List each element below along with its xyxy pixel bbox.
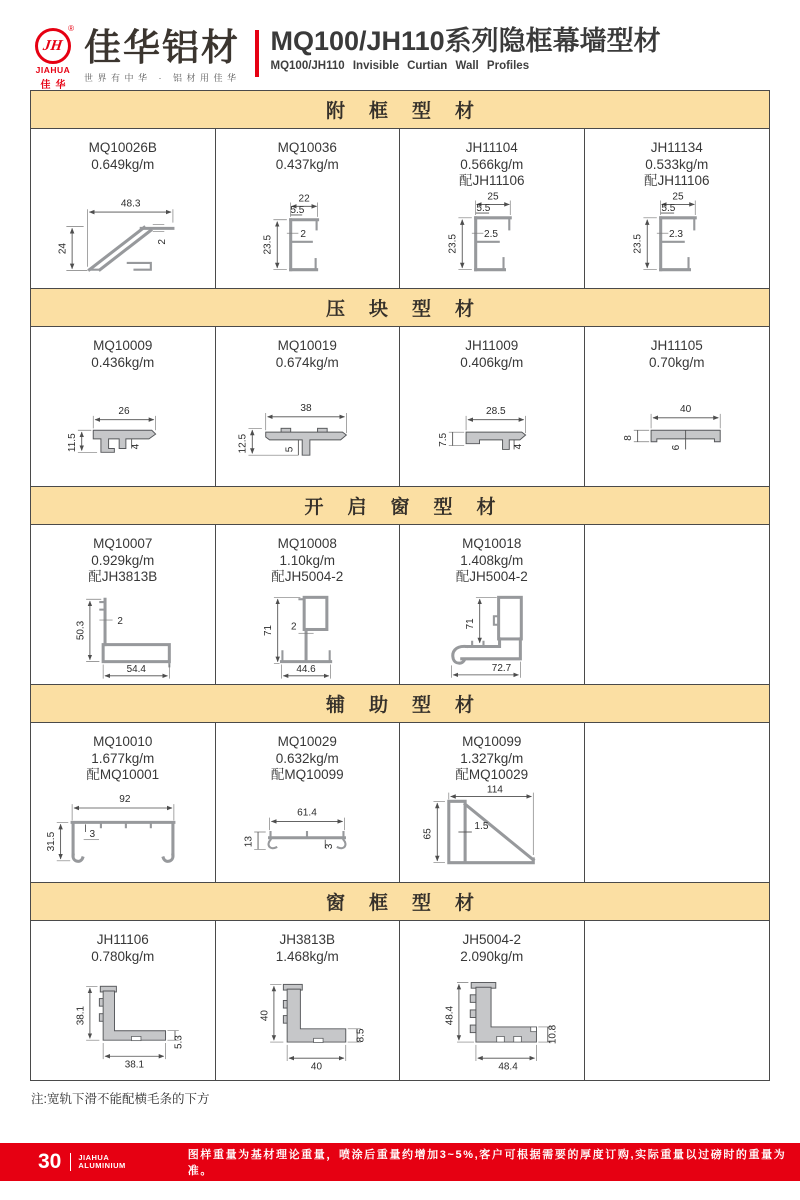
dim-label: 7.5 bbox=[437, 432, 449, 447]
dim-label: 22 bbox=[298, 193, 310, 205]
dim-label: 2 bbox=[300, 229, 307, 241]
jh-monogram-icon: JH bbox=[42, 37, 64, 54]
company-name: 佳华铝材 bbox=[84, 27, 240, 68]
product-code: JH11134 bbox=[650, 140, 703, 155]
section-title: 窗框型材 bbox=[31, 882, 769, 921]
profile-diagram bbox=[37, 388, 209, 484]
footnote: 注:宽轨下滑不能配横毛条的下方 bbox=[31, 1092, 210, 1106]
footer-brand-line1: JIAHUA bbox=[78, 1153, 110, 1162]
product-weight: 0.406kg/m bbox=[460, 354, 524, 370]
dim-label: 12.5 bbox=[237, 433, 249, 454]
product-match: 配MQ10029 bbox=[455, 767, 529, 782]
profile-diagram bbox=[221, 190, 393, 286]
brand-name-cn: 佳华 bbox=[40, 80, 71, 91]
product-code: MQ10009 bbox=[93, 338, 153, 353]
product-weight: 0.632kg/m bbox=[275, 750, 339, 766]
dim-label: 61.4 bbox=[297, 807, 318, 819]
section-fuzhu bbox=[31, 684, 769, 882]
dim-label: 44.6 bbox=[296, 663, 316, 675]
product-match: 配MQ10099 bbox=[270, 767, 344, 782]
dim-label: 26 bbox=[118, 405, 130, 417]
product-code: JH11009 bbox=[465, 338, 519, 353]
product-cell bbox=[216, 921, 401, 1080]
section-row bbox=[31, 723, 769, 882]
product-match: 配JH5004-2 bbox=[455, 569, 528, 584]
profile-diagram bbox=[591, 388, 763, 484]
dim-label: 72.7 bbox=[491, 662, 511, 674]
footer-divider bbox=[70, 1153, 71, 1171]
product-code: MQ10036 bbox=[277, 140, 337, 155]
registered-mark-icon: ® bbox=[68, 24, 74, 33]
section-row bbox=[31, 525, 769, 684]
product-match: 配JH11106 bbox=[458, 173, 525, 188]
dim-label: 48.4 bbox=[444, 1005, 456, 1026]
profile-diagram bbox=[221, 784, 393, 880]
dim-label: 38.1 bbox=[75, 1005, 87, 1026]
dim-label: 2.3 bbox=[668, 229, 683, 241]
product-code: MQ10029 bbox=[277, 734, 337, 749]
product-weight: 0.437kg/m bbox=[275, 156, 339, 172]
product-weight: 1.408kg/m bbox=[460, 552, 524, 568]
dim-label: 25 bbox=[672, 191, 684, 203]
product-cell bbox=[400, 327, 585, 486]
dim-label: 38.1 bbox=[124, 1059, 144, 1071]
product-cell bbox=[216, 129, 401, 288]
profile-diagram bbox=[591, 190, 763, 286]
product-weight: 0.929kg/m bbox=[91, 552, 155, 568]
product-match: 配JH3813B bbox=[88, 569, 158, 584]
dim-label: 8 bbox=[622, 435, 634, 441]
product-cell bbox=[31, 129, 216, 288]
dim-label: 23.5 bbox=[447, 233, 459, 254]
dim-label: 25 bbox=[487, 191, 499, 203]
product-cell bbox=[31, 723, 216, 882]
profile-diagram bbox=[221, 388, 393, 484]
company-block bbox=[84, 28, 241, 84]
product-cell bbox=[31, 327, 216, 486]
footer-brand bbox=[78, 1154, 125, 1170]
product-cell bbox=[400, 129, 585, 288]
dim-label: 71 bbox=[263, 624, 275, 636]
section-title: 辅助型材 bbox=[31, 684, 769, 723]
dim-label: 40 bbox=[311, 1061, 323, 1073]
dim-label: 3 bbox=[324, 843, 336, 850]
section-title: 附框型材 bbox=[31, 91, 769, 129]
dim-label: 114 bbox=[486, 784, 503, 796]
dim-label: 92 bbox=[119, 794, 131, 806]
product-code: JH3813B bbox=[279, 932, 336, 947]
product-code: MQ10008 bbox=[277, 536, 337, 551]
dim-label: 5.5 bbox=[476, 203, 491, 215]
dim-label: 48.3 bbox=[120, 198, 141, 210]
logo-circle-icon bbox=[35, 28, 71, 64]
dim-label: 2 bbox=[156, 239, 168, 245]
dim-label: 4 bbox=[130, 443, 142, 450]
dim-label: 24 bbox=[57, 242, 69, 255]
profile-diagram bbox=[37, 190, 209, 286]
product-cell bbox=[31, 921, 216, 1080]
profile-table bbox=[30, 90, 770, 1081]
product-weight: 0.649kg/m bbox=[91, 156, 155, 172]
profile-diagram bbox=[406, 388, 578, 484]
product-weight: 1.327kg/m bbox=[460, 750, 524, 766]
product-match: 配JH5004-2 bbox=[271, 569, 344, 584]
product-weight: 0.674kg/m bbox=[275, 354, 339, 370]
product-code: JH5004-2 bbox=[462, 932, 522, 947]
profile-diagram bbox=[406, 784, 578, 880]
footer-brand-line2: ALUMINIUM bbox=[78, 1161, 126, 1170]
profile-diagram bbox=[406, 190, 578, 286]
product-weight: 0.780kg/m bbox=[91, 948, 155, 964]
product-code: MQ10019 bbox=[277, 338, 337, 353]
dim-label: 31.5 bbox=[45, 831, 57, 852]
product-weight: 0.566kg/m bbox=[460, 156, 524, 172]
product-cell bbox=[585, 327, 770, 486]
footer-bar bbox=[0, 1143, 800, 1181]
dim-label: 1.5 bbox=[474, 821, 489, 833]
product-code: JH11105 bbox=[650, 338, 703, 353]
header-divider bbox=[255, 30, 259, 77]
product-code: MQ10018 bbox=[462, 536, 522, 551]
dim-label: 50.3 bbox=[75, 620, 87, 640]
profile-diagram bbox=[406, 974, 578, 1078]
brand-emblem bbox=[30, 26, 76, 91]
product-match: 配JH11106 bbox=[643, 173, 710, 188]
profile-diagram bbox=[221, 586, 393, 685]
dim-label: 23.5 bbox=[262, 234, 274, 255]
section-kaiqichuang bbox=[31, 486, 769, 684]
dim-label: 11.5 bbox=[66, 433, 78, 453]
dim-label: 2.5 bbox=[483, 229, 498, 241]
dim-label: 5 bbox=[284, 446, 296, 453]
product-weight: 1.677kg/m bbox=[91, 750, 155, 766]
page-header bbox=[0, 0, 800, 91]
dim-label: 2 bbox=[291, 620, 297, 632]
product-match: 配MQ10001 bbox=[86, 767, 160, 782]
product-weight: 2.090kg/m bbox=[460, 948, 524, 964]
dim-label: 65 bbox=[422, 828, 434, 840]
empty-cell bbox=[585, 921, 770, 1080]
section-title: 开启窗型材 bbox=[31, 486, 769, 525]
product-cell bbox=[31, 525, 216, 684]
section-row bbox=[31, 129, 769, 288]
product-cell bbox=[216, 327, 401, 486]
footer-text: 图样重量为基材理论重量，喷涂后重量约增加3~5%,客户可根据需要的厚度订购,实际重量以过磅时的重量为准。 bbox=[187, 1149, 787, 1177]
dim-label: 13 bbox=[243, 835, 255, 848]
product-code: MQ10026B bbox=[88, 140, 157, 155]
dim-label: 10.8 bbox=[547, 1024, 559, 1045]
dim-label: 54.4 bbox=[126, 663, 146, 675]
dim-label: 23.5 bbox=[632, 233, 644, 254]
doc-title: MQ100/JH110系列隐框幕墙型材 bbox=[270, 26, 661, 56]
empty-cell bbox=[585, 723, 770, 882]
section-title: 压块型材 bbox=[31, 288, 769, 327]
profile-diagram bbox=[37, 784, 209, 880]
section-chuangkuang bbox=[31, 882, 769, 1080]
profile-diagram bbox=[406, 586, 578, 685]
product-cell bbox=[216, 723, 401, 882]
product-weight: 0.70kg/m bbox=[648, 354, 705, 370]
brand-name-en: JIAHUA bbox=[35, 65, 71, 75]
section-yakuai bbox=[31, 288, 769, 486]
page-number: 30 bbox=[38, 1150, 62, 1173]
dim-label: 8.5 bbox=[355, 1028, 367, 1043]
section-row bbox=[31, 921, 769, 1080]
product-cell bbox=[585, 129, 770, 288]
doc-subtitle: MQ100/JH110 Invisible Curtian Wall Profiles bbox=[270, 60, 530, 72]
dim-label: 5.5 bbox=[290, 205, 305, 217]
empty-cell bbox=[585, 525, 770, 684]
dim-label: 48.4 bbox=[498, 1061, 518, 1073]
dim-label: 40 bbox=[679, 404, 691, 415]
product-cell bbox=[400, 525, 585, 684]
dim-label: 6 bbox=[670, 444, 682, 451]
dim-label: 71 bbox=[464, 617, 476, 629]
section-fukuang bbox=[31, 91, 769, 288]
product-code: MQ10007 bbox=[93, 536, 153, 551]
dim-label: 4 bbox=[512, 443, 524, 450]
doc-title-block bbox=[271, 26, 661, 72]
product-cell bbox=[400, 921, 585, 1080]
dim-label: 5.5 bbox=[661, 203, 676, 215]
product-code: JH11104 bbox=[465, 140, 518, 155]
product-cell bbox=[400, 723, 585, 882]
product-code: MQ10099 bbox=[462, 734, 522, 749]
profile-diagram bbox=[221, 974, 393, 1078]
dim-label: 28.5 bbox=[485, 405, 506, 417]
product-weight: 0.533kg/m bbox=[645, 156, 709, 172]
section-row bbox=[31, 327, 769, 486]
product-weight: 0.436kg/m bbox=[91, 354, 155, 370]
dim-label: 38 bbox=[300, 403, 312, 415]
dim-label: 3 bbox=[89, 828, 95, 840]
product-weight: 1.468kg/m bbox=[275, 948, 339, 964]
company-tagline: 世界有中华 · 铝材用佳华 bbox=[84, 73, 241, 83]
product-cell bbox=[216, 525, 401, 684]
dim-label: 5.3 bbox=[173, 1035, 185, 1049]
product-code: JH11106 bbox=[96, 932, 149, 947]
profile-diagram bbox=[37, 586, 209, 685]
dim-label: 2 bbox=[117, 615, 123, 627]
dim-label: 40 bbox=[259, 1010, 271, 1022]
product-code: MQ10010 bbox=[93, 734, 153, 749]
profile-diagram bbox=[37, 974, 209, 1078]
product-weight: 1.10kg/m bbox=[279, 552, 336, 568]
